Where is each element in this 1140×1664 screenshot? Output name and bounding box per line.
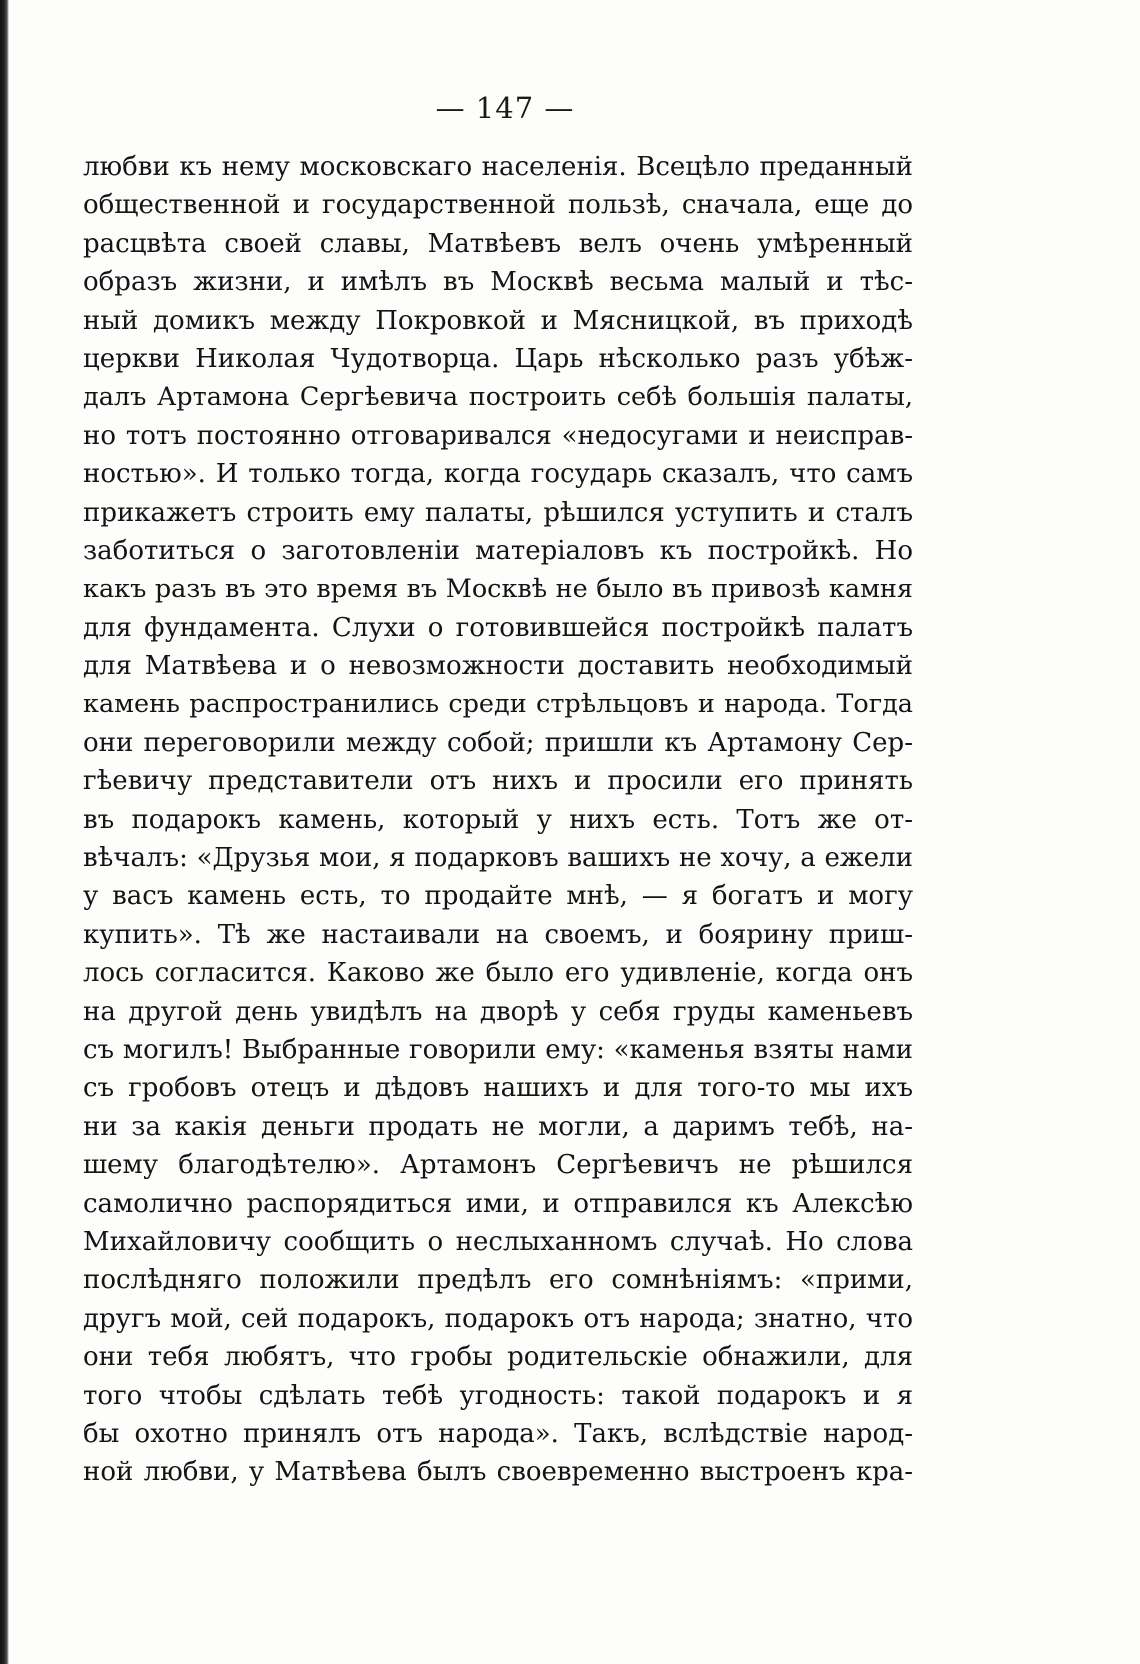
- text-line: въ подарокъ камень, который у нихъ есть. Тотъ же от-: [83, 804, 913, 835]
- text-line: Михайловичу сообщить о неслыханномъ случаѣ. Но слова: [83, 1226, 913, 1257]
- text-line: у васъ камень есть, то продайте мнѣ, — я богатъ и могу: [83, 881, 913, 912]
- text-line: ни за какія деньги продать не могли, а даримъ тебѣ, на-: [83, 1111, 913, 1142]
- text-line: лось согласится. Каково же было его удивленіе, когда онъ: [83, 958, 913, 989]
- text-line: они тебя любятъ, что гробы родительскіе обнажили, для: [83, 1342, 913, 1373]
- text-line: на другой день увидѣлъ на дворѣ у себя груды каменьевъ: [83, 996, 913, 1027]
- page-number: — 147 —: [435, 91, 575, 125]
- text-line: но тотъ постоянно отговаривался «недосугами и неисправ-: [83, 420, 913, 451]
- text-line: съ гробовъ отецъ и дѣдовъ нашихъ и для того-то мы ихъ: [83, 1073, 913, 1104]
- text-line: вѣчалъ: «Друзья мои, я подарковъ вашихъ не хочу, а ежели: [83, 843, 913, 874]
- text-line: самолично распорядиться ими, и отправился къ Алексѣю: [83, 1188, 913, 1219]
- text-line: расцвѣта своей славы, Матвѣевъ велъ очень умѣренный: [83, 228, 913, 259]
- text-line: ный домикъ между Покровкой и Мясницкой, въ приходѣ: [83, 305, 913, 336]
- text-line: для фундамента. Слухи о готовившейся постройкѣ палатъ: [83, 612, 913, 643]
- text-line: заботиться о заготовленіи матеріаловъ къ постройкѣ. Но: [83, 535, 913, 566]
- text-line: церкви Николая Чудотворца. Царь нѣсколько разъ убѣж-: [83, 343, 913, 374]
- text-line: какъ разъ въ это время въ Москвѣ не было въ привозѣ камня: [83, 574, 913, 605]
- text-line: камень распространились среди стрѣльцовъ и народа. Тогда: [83, 689, 913, 720]
- text-line: прикажетъ строить ему палаты, рѣшился уступить и сталъ: [83, 497, 913, 528]
- page-binding-edge: [0, 0, 9, 1664]
- text-line: любви къ нему московскаго населенія. Всецѣло преданный: [83, 152, 913, 182]
- text-line: гѣевичу представители отъ нихъ и просили его принять: [83, 766, 913, 797]
- text-line: съ могилъ! Выбранные говорили ему: «каменья взяты нами: [83, 1034, 913, 1065]
- text-line: ной любви, у Матвѣева былъ своевременно выстроенъ кра-: [83, 1457, 913, 1488]
- text-line: другъ мой, сей подарокъ, подарокъ отъ народа; знатно, что: [83, 1303, 913, 1334]
- text-line: купить». Тѣ же настаивали на своемъ, и боярину приш-: [83, 919, 913, 950]
- text-line: бы охотно принялъ отъ народа». Такъ, вслѣдствіе народ-: [83, 1418, 913, 1449]
- text-line: для Матвѣева и о невозможности доставить необходимый: [83, 651, 913, 682]
- text-line: образъ жизни, и имѣлъ въ Москвѣ весьма малый и тѣс-: [83, 267, 913, 298]
- text-line: общественной и государственной пользѣ, сначала, еще до: [83, 190, 913, 221]
- text-line: далъ Артамона Сергѣевича построить себѣ большія палаты,: [83, 382, 913, 413]
- body-text: [83, 148, 913, 1492]
- text-line: послѣдняго положили предѣлъ его сомнѣніямъ: «прими,: [83, 1265, 913, 1296]
- text-line: они переговорили между собой; пришли къ Артамону Сер-: [83, 727, 913, 758]
- text-line: ностью». И только тогда, когда государь сказалъ, что самъ: [83, 459, 913, 490]
- text-line: того чтобы сдѣлать тебѣ угодность: такой подарокъ и я: [83, 1380, 913, 1411]
- text-line: шему благодѣтелю». Артамонъ Сергѣевичъ не рѣшился: [83, 1150, 913, 1181]
